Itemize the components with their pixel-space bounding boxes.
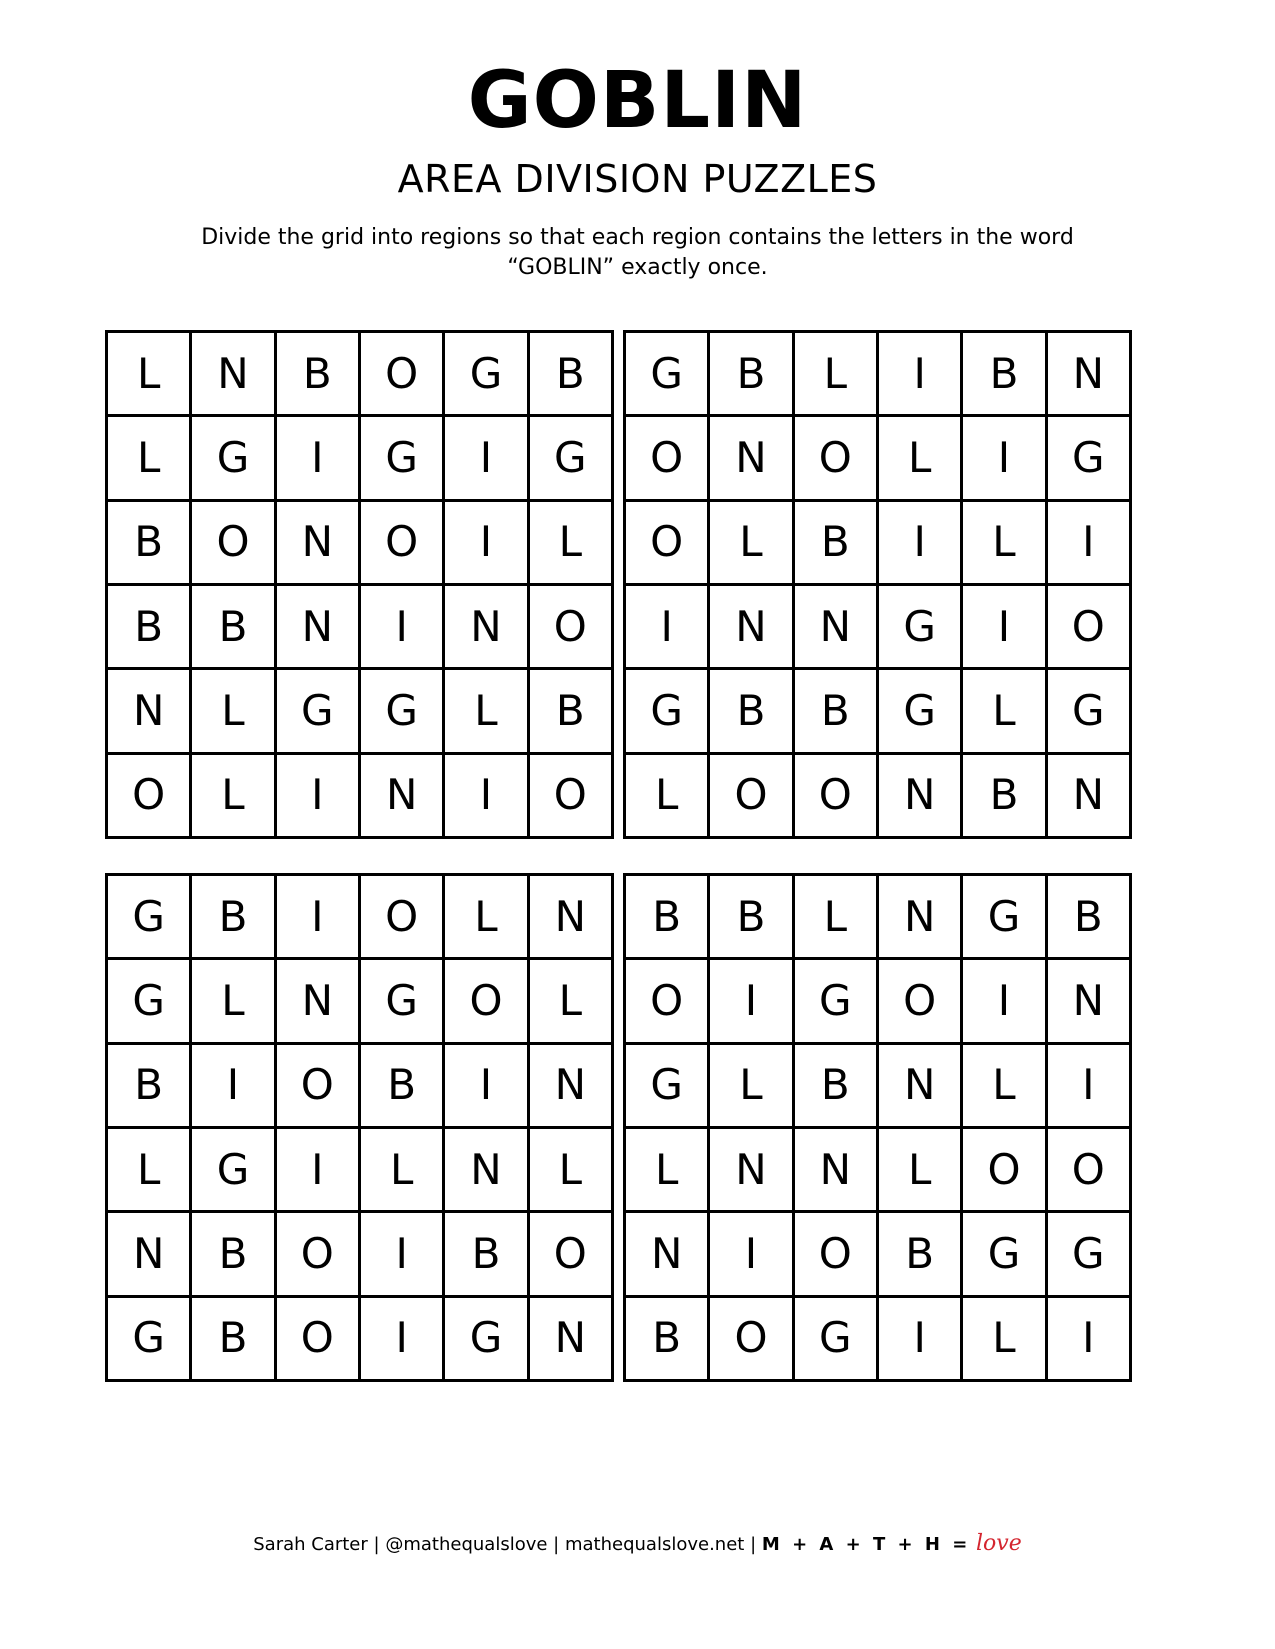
grid-cell: I: [277, 755, 358, 836]
grid-cell: O: [361, 502, 442, 583]
grid-cell: B: [626, 876, 707, 957]
grid-cell: N: [530, 1298, 611, 1379]
grid-cell: O: [1048, 586, 1129, 667]
grid-cell: L: [963, 1045, 1044, 1126]
grid-cell: O: [710, 755, 791, 836]
footer-handle: @mathequalslove: [385, 1534, 548, 1555]
grid-cell: G: [879, 586, 960, 667]
grid-cell: L: [192, 755, 273, 836]
grid-cell: G: [361, 670, 442, 751]
grid-cell: I: [361, 1298, 442, 1379]
grid-cell: B: [530, 670, 611, 751]
grid-cell: I: [192, 1045, 273, 1126]
grid-cell: B: [530, 333, 611, 414]
grid-cell: O: [277, 1298, 358, 1379]
grid-cell: O: [626, 960, 707, 1041]
footer-brand: M + A + T + H =: [761, 1534, 971, 1555]
grid-cell: B: [710, 670, 791, 751]
grid-cell: O: [795, 755, 876, 836]
grid-cell: O: [445, 960, 526, 1041]
grid-cell: O: [795, 417, 876, 498]
grid-cell: B: [361, 1045, 442, 1126]
grid-cell: L: [530, 1129, 611, 1210]
grid-cell: N: [192, 333, 273, 414]
grid-cell: B: [192, 876, 273, 957]
grid-cell: N: [1048, 755, 1129, 836]
grid-cell: N: [879, 1045, 960, 1126]
grid-cell: N: [879, 755, 960, 836]
grid-cell: L: [108, 1129, 189, 1210]
grid-cell: O: [1048, 1129, 1129, 1210]
grid-cell: O: [530, 1213, 611, 1294]
grid-cell: L: [530, 960, 611, 1041]
grid-cell: N: [710, 586, 791, 667]
grid-cell: N: [361, 755, 442, 836]
grid-cell: O: [710, 1298, 791, 1379]
grid-cell: G: [963, 1213, 1044, 1294]
grid-cell: N: [445, 1129, 526, 1210]
grid-cell: G: [1048, 417, 1129, 498]
grid-cell: I: [963, 960, 1044, 1041]
grid-cell: O: [626, 417, 707, 498]
grid-cell: I: [277, 1129, 358, 1210]
grid-cell: G: [361, 960, 442, 1041]
grid-cell: I: [361, 1213, 442, 1294]
grid-cell: O: [530, 586, 611, 667]
grid-cell: I: [879, 1298, 960, 1379]
grid-cell: G: [445, 333, 526, 414]
grid-cell: I: [879, 502, 960, 583]
grid-cell: N: [795, 586, 876, 667]
grid-cell: B: [192, 1298, 273, 1379]
grid-cell: I: [710, 1213, 791, 1294]
grid-cell: N: [277, 502, 358, 583]
grid-cell: L: [963, 502, 1044, 583]
grid-cell: G: [795, 1298, 876, 1379]
puzzle-grid-2: [623, 330, 1132, 839]
grid-cell: B: [277, 333, 358, 414]
grid-cell: L: [192, 960, 273, 1041]
grid-cell: N: [277, 960, 358, 1041]
page-title: GOBLIN: [467, 56, 808, 146]
grid-cell: N: [879, 876, 960, 957]
grid-cell: G: [108, 876, 189, 957]
grid-cell: O: [277, 1213, 358, 1294]
grid-cell: G: [445, 1298, 526, 1379]
grid-cell: G: [108, 1298, 189, 1379]
grid-cell: G: [963, 876, 1044, 957]
grid-cell: O: [963, 1129, 1044, 1210]
footer-site: mathequalslove.net: [564, 1534, 745, 1555]
grid-cell: N: [108, 670, 189, 751]
footer: [0, 1532, 1275, 1557]
grid-cell: N: [108, 1213, 189, 1294]
grid-cell: I: [445, 502, 526, 583]
grid-cell: I: [445, 1045, 526, 1126]
grid-cell: B: [445, 1213, 526, 1294]
grid-cell: I: [626, 586, 707, 667]
grid-cell: N: [795, 1129, 876, 1210]
grid-cell: B: [795, 1045, 876, 1126]
grid-cell: L: [710, 1045, 791, 1126]
grid-cell: B: [963, 333, 1044, 414]
grid-cell: B: [879, 1213, 960, 1294]
grid-cell: O: [361, 333, 442, 414]
grid-cell: N: [530, 876, 611, 957]
grid-cell: B: [963, 755, 1044, 836]
grid-cell: I: [710, 960, 791, 1041]
grid-cell: L: [445, 876, 526, 957]
grid-cell: L: [530, 502, 611, 583]
grid-cell: O: [530, 755, 611, 836]
grid-cell: G: [626, 1045, 707, 1126]
grid-cell: O: [626, 502, 707, 583]
grid-cell: O: [361, 876, 442, 957]
grid-cell: I: [445, 755, 526, 836]
grid-cell: G: [277, 670, 358, 751]
grid-cell: G: [361, 417, 442, 498]
puzzle-grid-3: [105, 873, 614, 1382]
grid-cell: B: [1048, 876, 1129, 957]
puzzle-grid-1: [105, 330, 614, 839]
grid-cell: I: [445, 417, 526, 498]
grid-cell: G: [879, 670, 960, 751]
grid-cell: I: [963, 417, 1044, 498]
grid-cell: L: [626, 755, 707, 836]
grid-cell: L: [626, 1129, 707, 1210]
grid-cell: O: [108, 755, 189, 836]
grid-cell: I: [879, 333, 960, 414]
grid-cell: O: [192, 502, 273, 583]
footer-brand-love: love: [976, 1531, 1022, 1556]
grid-cell: G: [1048, 1213, 1129, 1294]
grid-cell: I: [1048, 1045, 1129, 1126]
grid-cell: N: [1048, 333, 1129, 414]
grid-cell: G: [192, 1129, 273, 1210]
grid-cell: L: [879, 417, 960, 498]
grid-cell: B: [108, 1045, 189, 1126]
grid-cell: L: [795, 333, 876, 414]
grid-cell: B: [192, 1213, 273, 1294]
grid-cell: B: [626, 1298, 707, 1379]
grid-cell: I: [277, 417, 358, 498]
grid-cell: I: [1048, 1298, 1129, 1379]
grid-cell: B: [795, 670, 876, 751]
footer-author: Sarah Carter: [253, 1534, 368, 1555]
grid-cell: O: [879, 960, 960, 1041]
grid-cell: I: [277, 876, 358, 957]
grid-cell: G: [626, 333, 707, 414]
grid-cell: I: [963, 586, 1044, 667]
grid-cell: N: [710, 1129, 791, 1210]
grid-cell: L: [108, 333, 189, 414]
grid-cell: G: [626, 670, 707, 751]
grid-cell: N: [530, 1045, 611, 1126]
grid-cell: L: [361, 1129, 442, 1210]
grid-cell: G: [530, 417, 611, 498]
grid-cell: L: [963, 1298, 1044, 1379]
grid-cell: N: [626, 1213, 707, 1294]
grid-cell: L: [795, 876, 876, 957]
grid-cell: I: [361, 586, 442, 667]
grid-cell: N: [710, 417, 791, 498]
footer-separator: |: [373, 1534, 380, 1555]
instructions: Divide the grid into regions so that each region contains the letters in the word “GOBLIN” exactly once.: [201, 225, 1074, 280]
grid-cell: N: [277, 586, 358, 667]
grid-cell: N: [445, 586, 526, 667]
grid-cell: L: [879, 1129, 960, 1210]
grid-cell: B: [710, 876, 791, 957]
grid-cell: G: [795, 960, 876, 1041]
grid-cell: B: [795, 502, 876, 583]
grid-cell: O: [795, 1213, 876, 1294]
footer-separator: |: [750, 1534, 757, 1555]
grid-cell: B: [108, 586, 189, 667]
grid-cell: B: [710, 333, 791, 414]
grid-cell: B: [192, 586, 273, 667]
puzzle-grid-4: [623, 873, 1132, 1382]
grid-cell: L: [108, 417, 189, 498]
grid-cell: G: [108, 960, 189, 1041]
grid-cell: L: [963, 670, 1044, 751]
grid-cell: G: [1048, 670, 1129, 751]
grid-cell: L: [192, 670, 273, 751]
grid-cell: L: [710, 502, 791, 583]
grid-cell: B: [108, 502, 189, 583]
grid-cell: O: [277, 1045, 358, 1126]
grid-cell: I: [1048, 502, 1129, 583]
grid-cell: L: [445, 670, 526, 751]
footer-separator: |: [553, 1534, 560, 1555]
grid-cell: G: [192, 417, 273, 498]
page-subtitle: AREA DIVISION PUZZLES: [397, 157, 878, 201]
grid-cell: N: [1048, 960, 1129, 1041]
